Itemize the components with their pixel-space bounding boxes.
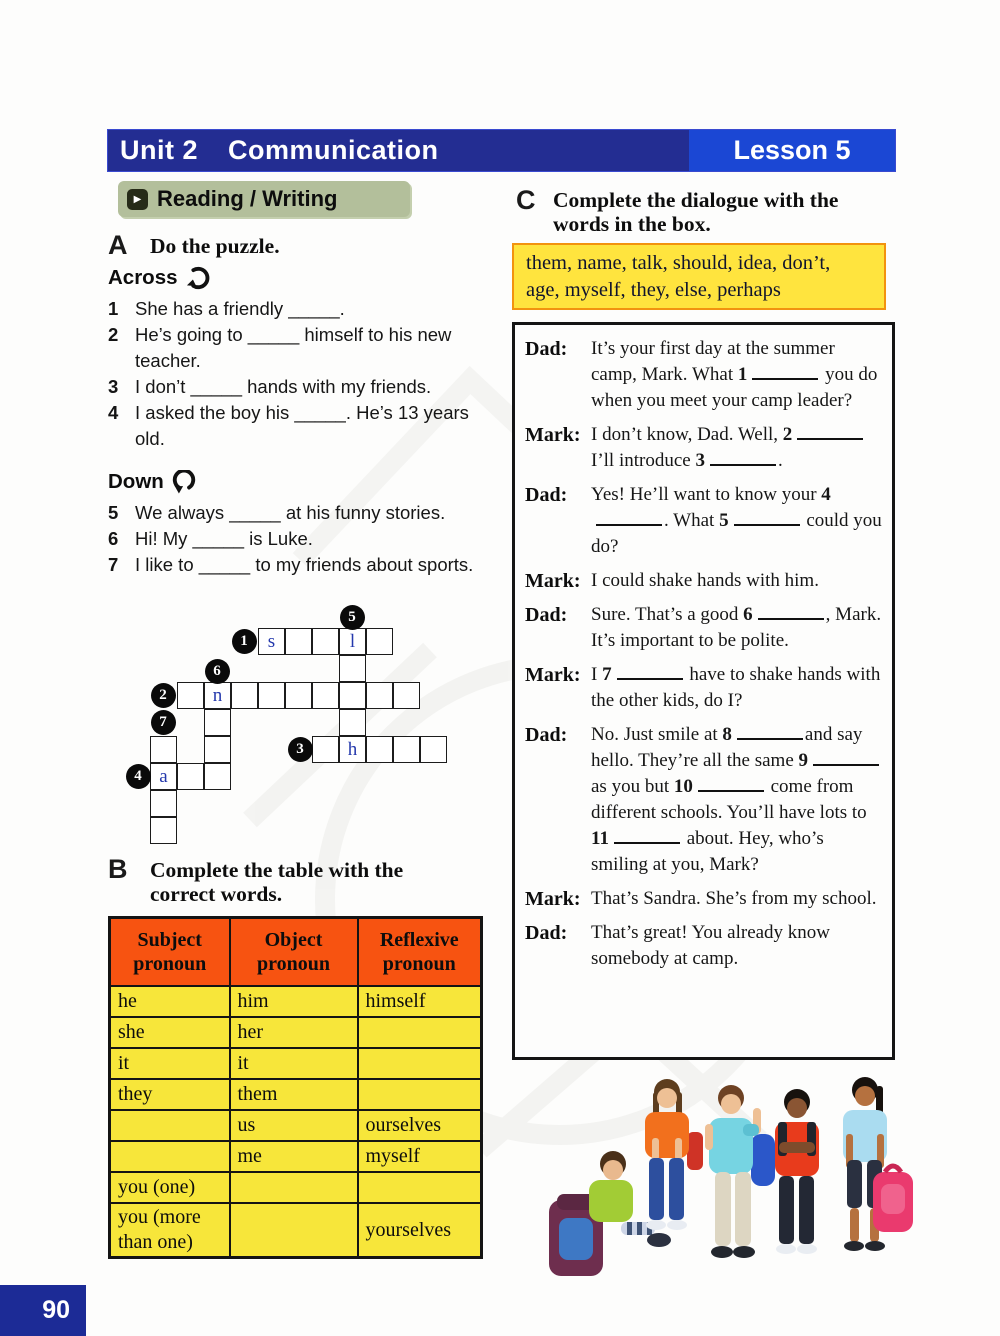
down-label: Down [108, 470, 164, 493]
clue-number: 4 [108, 402, 119, 423]
crossword-cell [150, 736, 177, 763]
section-c-letter: C [516, 185, 536, 215]
clue-number: 2 [108, 324, 119, 345]
answer-blank [737, 723, 803, 740]
crossword-cell [366, 682, 393, 709]
speaker-label: Mark: [525, 888, 581, 910]
down-clue-list [108, 500, 503, 578]
clue-item [108, 526, 503, 552]
answer-blank [617, 663, 683, 680]
table-row [110, 1048, 482, 1079]
across-arrow-icon [186, 266, 210, 290]
crossword-cell [285, 682, 312, 709]
clue-number: 1 [108, 298, 119, 319]
clue-item [108, 500, 503, 526]
speaker-label: Dad: [525, 922, 568, 944]
table-cell: they [110, 1079, 230, 1110]
dialogue-text: That’s great! You already know somebody at camp. [591, 922, 831, 969]
crossword-cell [312, 682, 339, 709]
clue-text: I asked the boy his _____. He’s 13 years old. [135, 402, 469, 449]
dialogue-text: Sure. That’s a good 6 , Mark. It’s important to be polite. [591, 604, 882, 651]
blank-number: 3 [695, 450, 705, 471]
crossword-cell [420, 736, 447, 763]
dialogue-entry [525, 722, 884, 878]
clue-text: Hi! My _____ is Luke. [135, 528, 313, 549]
table-header-cell: Subject pronoun [110, 918, 230, 987]
table-cell: he [110, 986, 230, 1017]
crossword-cell [204, 736, 231, 763]
blank-number: 9 [798, 750, 809, 771]
section-c-title: Complete the dialogue with the words in the box. [553, 188, 839, 236]
clue-number: 6 [108, 528, 119, 549]
clue-item [108, 552, 503, 578]
crossword-cell [285, 628, 312, 655]
crossword-cell: l [339, 628, 366, 655]
clue-text: He’s going to _____ himself to his new teacher. [135, 324, 452, 371]
dialogue-entry [525, 602, 884, 654]
blank-number: 10 [673, 776, 693, 797]
pronoun-table [108, 916, 483, 1259]
unit-header-bar [108, 130, 895, 171]
crossword-cell [204, 709, 231, 736]
table-cell [358, 1048, 482, 1079]
crossword-cell: h [339, 736, 366, 763]
table-cell: you (one) [110, 1172, 230, 1203]
crossword-cell [231, 682, 258, 709]
crossword-cell [258, 682, 285, 709]
table-cell [110, 1110, 230, 1141]
across-label-row [108, 266, 503, 290]
table-cell: them [230, 1079, 358, 1110]
table-cell [110, 1141, 230, 1172]
blank-number: 1 [737, 364, 748, 385]
clue-number-badge: 2 [151, 683, 176, 708]
blank-number: 2 [782, 424, 793, 445]
crossword-cell [393, 736, 420, 763]
answer-blank [710, 449, 776, 466]
clue-number: 3 [108, 376, 119, 397]
crossword-cell: n [204, 682, 231, 709]
table-cell: yourselves [358, 1203, 482, 1258]
crossword-cell [177, 763, 204, 790]
page-number-box [0, 1285, 86, 1336]
dialogue-text: Yes! He’ll want to know your 4. What 5 could you do? [591, 484, 882, 557]
speaker-label: Dad: [525, 604, 568, 626]
speaker-label: Mark: [525, 570, 581, 592]
clue-number-badge: 3 [288, 737, 313, 762]
answer-blank [758, 603, 824, 620]
clue-number-badge: 6 [205, 659, 230, 684]
crossword-cell [339, 682, 366, 709]
crossword-cell: a [150, 763, 177, 790]
crossword-cell [177, 682, 204, 709]
blank-number: 8 [722, 724, 732, 745]
word-bank-box [512, 243, 886, 310]
dialogue-entry [525, 482, 884, 560]
table-row [110, 1017, 482, 1048]
dialogue-entry [525, 920, 884, 972]
dialogue-text: I 7 have to shake hands with the other kids, do I? [591, 664, 881, 711]
crossword-cell [150, 817, 177, 844]
crossword-cell [312, 736, 339, 763]
dialogue-text: I could shake hands with him. [591, 570, 819, 591]
clue-item [108, 322, 503, 374]
play-icon: ▶ [127, 189, 148, 210]
speaker-label: Dad: [525, 484, 568, 506]
clue-number-badge: 4 [126, 764, 151, 789]
answer-blank [614, 827, 680, 844]
section-a-title: Do the puzzle. [150, 234, 280, 258]
blank-number: 4 [821, 484, 831, 505]
lesson-label: Lesson 5 [733, 135, 851, 165]
answer-blank [596, 509, 662, 526]
dialogue-text: It’s your first day at the summer camp, Mark. What 1 you do when you meet your camp leader? [591, 338, 878, 411]
crossword-cell [339, 709, 366, 736]
dialogue-entry [525, 336, 884, 414]
table-row [110, 1079, 482, 1110]
across-label: Across [108, 266, 178, 289]
blank-number: 11 [591, 828, 609, 849]
dialogue-entry [525, 662, 884, 714]
unit-title: Communication [228, 135, 439, 165]
banner-label: Reading / Writing [157, 186, 338, 211]
down-block [108, 470, 503, 578]
dialogue-entry [525, 568, 884, 594]
dialogue-text: That’s Sandra. She’s from my school. [591, 888, 877, 909]
reading-writing-banner [118, 181, 410, 217]
table-cell: it [110, 1048, 230, 1079]
table-row [110, 986, 482, 1017]
dialogue-entry [525, 886, 884, 912]
clue-text: I like to _____ to my friends about sports. [135, 554, 474, 575]
children-photo [535, 1072, 915, 1292]
unit-label: Unit 2 [120, 135, 199, 165]
crossword-cell [366, 628, 393, 655]
dialogue-box [512, 322, 895, 1060]
crossword-cell [150, 790, 177, 817]
table-cell [358, 1079, 482, 1110]
crossword-cell [366, 736, 393, 763]
table-cell: her [230, 1017, 358, 1048]
child-cyan-boy [705, 1085, 775, 1258]
table-cell: it [230, 1048, 358, 1079]
clue-item [108, 400, 503, 452]
down-arrow-circle-icon [172, 470, 196, 494]
table-header-cell: Reflexive pronoun [358, 918, 482, 987]
answer-blank [813, 749, 879, 766]
table-cell [358, 1172, 482, 1203]
table-cell [230, 1203, 358, 1258]
crossword-cell [339, 655, 366, 682]
clue-text: She has a friendly _____. [135, 298, 345, 319]
blank-number: 5 [719, 510, 729, 531]
clue-number: 7 [108, 554, 119, 575]
table-cell [358, 1017, 482, 1048]
word-bank-line: age, myself, they, else, perhaps [526, 279, 781, 301]
table-cell: himself [358, 986, 482, 1017]
clue-item [108, 374, 503, 400]
table-cell: him [230, 986, 358, 1017]
across-block [108, 266, 503, 452]
speaker-label: Dad: [525, 724, 568, 746]
section-a-letter: A [108, 230, 128, 260]
table-header-cell: Object pronoun [230, 918, 358, 987]
table-cell: me [230, 1141, 358, 1172]
crossword-cell: s [258, 628, 285, 655]
table-cell: ourselves [358, 1110, 482, 1141]
down-label-row [108, 470, 503, 494]
speaker-label: Mark: [525, 664, 581, 686]
table-cell: she [110, 1017, 230, 1048]
word-bank-line: them, name, talk, should, idea, don’t, [526, 252, 831, 274]
answer-blank [752, 363, 818, 380]
clue-item [108, 296, 503, 322]
across-clue-list [108, 296, 503, 452]
dialogue-text: No. Just smile at 8 and say hello. They’re all the same 9 as you but 10 come from different schools. You’ll have lots to 11 about. Hey, who’s smiling at you, Mark? [591, 722, 883, 878]
table-cell: you (more than one) [110, 1203, 230, 1258]
table-header-row [110, 918, 482, 987]
table-cell: us [230, 1110, 358, 1141]
speaker-label: Dad: [525, 338, 568, 360]
clue-number-badge: 7 [151, 710, 176, 735]
section-b-title: Complete the table with the correct words. [150, 858, 404, 906]
blank-number: 7 [602, 664, 612, 685]
clue-text: I don’t _____ hands with my friends. [135, 376, 432, 397]
table-cell [230, 1172, 358, 1203]
child-red-boy [775, 1089, 819, 1254]
table-cell: myself [358, 1141, 482, 1172]
blank-number: 6 [743, 604, 753, 625]
crossword-cell [393, 682, 420, 709]
clue-text: We always _____ at his funny stories. [135, 502, 446, 523]
table-row [110, 1110, 482, 1141]
lesson-badge [689, 130, 895, 171]
clue-number-badge: 5 [340, 605, 365, 630]
child-lightblue-girl [843, 1077, 913, 1251]
crossword-cell [312, 628, 339, 655]
speaker-label: Mark: [525, 424, 581, 446]
crossword-cell [204, 763, 231, 790]
table-row [110, 1203, 482, 1258]
dialogue-entry [525, 422, 884, 474]
pronoun-table-wrap [108, 916, 483, 1259]
answer-blank [734, 509, 800, 526]
section-b-letter: B [108, 854, 128, 884]
table-row [110, 1141, 482, 1172]
dialogue-text: I don’t know, Dad. Well, 2 I’ll introduce 3 . [591, 422, 883, 474]
table-row [110, 1172, 482, 1203]
answer-blank [797, 423, 863, 440]
clue-number-badge: 1 [232, 629, 257, 654]
clue-number: 5 [108, 502, 119, 523]
answer-blank [698, 775, 764, 792]
child-orange-girl [645, 1079, 703, 1230]
page-number: 90 [42, 1296, 70, 1324]
